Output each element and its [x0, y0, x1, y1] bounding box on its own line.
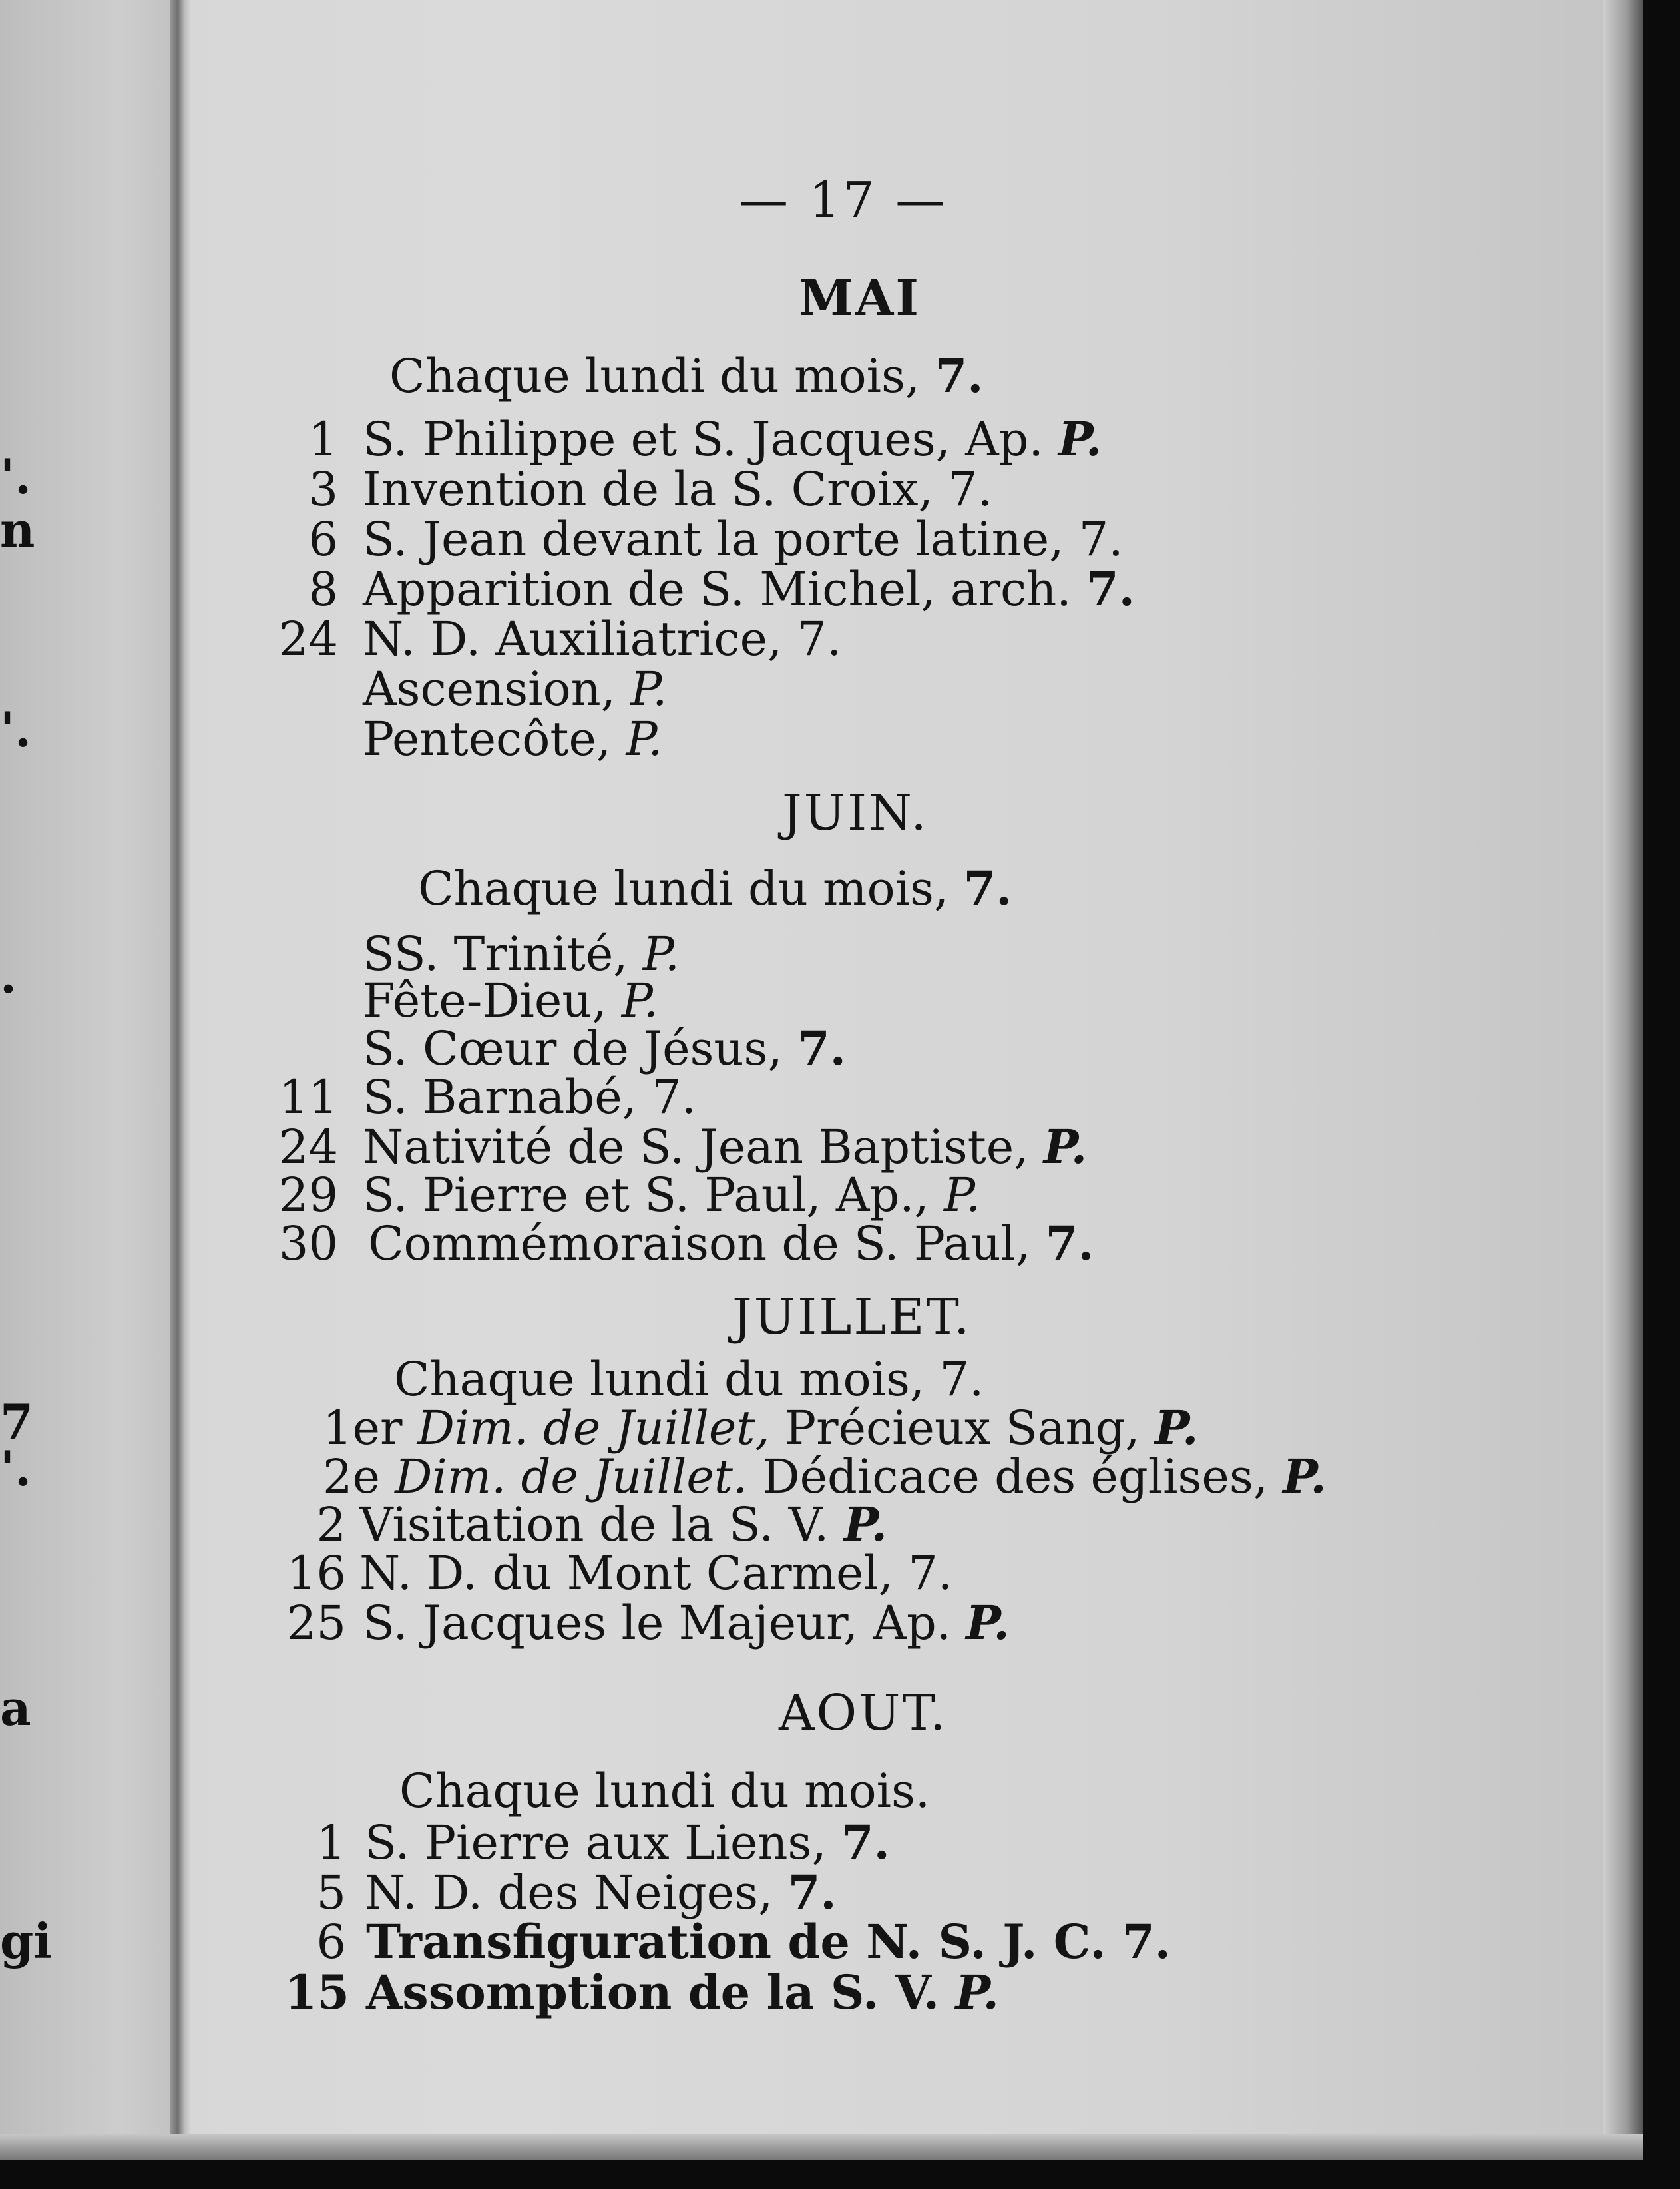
- feast-entry: [363, 1070, 696, 1124]
- feast-text: N. D. Auxiliatrice,: [363, 612, 783, 666]
- rite-mark: P.: [1058, 411, 1102, 467]
- feast-entry: [363, 1595, 1010, 1650]
- intro-line: [418, 861, 1012, 916]
- feast-text: Ascension,: [363, 662, 616, 716]
- feast-text: Nativité de S. Jean Baptiste,: [363, 1120, 1029, 1174]
- day-number: 6: [308, 512, 338, 567]
- rite-mark: P.: [955, 1965, 999, 2020]
- rite-mark: P.: [626, 712, 663, 766]
- day-number: 25: [286, 1596, 346, 1650]
- intro-line: [389, 348, 984, 403]
- feast-entry: [323, 1449, 1327, 1504]
- rite-mark: 7.: [963, 861, 1012, 916]
- feast-text: Visitation de la S. V.: [359, 1497, 829, 1552]
- day-number: 6: [316, 1915, 346, 1969]
- feast-text: SS. Trinité,: [363, 927, 628, 981]
- feast-entry: [363, 1168, 981, 1222]
- intro-text: Chaque lundi du mois,: [394, 1352, 925, 1407]
- day-number: 1: [316, 1816, 346, 1870]
- feast-entry: [363, 973, 659, 1028]
- rite-mark: P.: [944, 1168, 981, 1222]
- rite-mark: P.: [1154, 1400, 1199, 1455]
- feast-text: S. Barnabé,: [363, 1070, 637, 1124]
- margin-fragment: '.: [0, 1440, 32, 1497]
- feast-entry: [366, 1965, 999, 2020]
- rite-mark: 7.: [652, 1070, 696, 1124]
- feast-text: S. Philippe et S. Jacques, Ap.: [363, 412, 1044, 467]
- feast-entry: [359, 1497, 887, 1552]
- feast-entry: [363, 1119, 1088, 1174]
- day-number: 8: [308, 562, 338, 616]
- feast-text: Précieux Sang,: [784, 1401, 1140, 1455]
- rite-mark: P.: [630, 662, 668, 716]
- feast-text: Commémoraison de S. Paul,: [368, 1216, 1031, 1271]
- feast-entry: [363, 462, 992, 517]
- day-number: 5: [316, 1865, 346, 1920]
- feast-entry: [365, 1865, 837, 1920]
- feast-text: S. Pierre aux Liens,: [365, 1816, 827, 1870]
- rite-mark: P.: [621, 973, 659, 1028]
- month-heading: JUILLET.: [732, 1288, 972, 1345]
- feast-entry: [363, 512, 1124, 567]
- margin-fragment: 7: [0, 1393, 34, 1450]
- rite-mark: 7.: [1122, 1914, 1171, 1969]
- day-number: 3: [308, 462, 338, 517]
- rite-mark: P.: [966, 1595, 1010, 1650]
- intro-text: Chaque lundi du mois,: [418, 861, 949, 916]
- feast-entry: [363, 712, 663, 766]
- intro-text: Chaque lundi du mois.: [399, 1764, 931, 1818]
- rite-mark: 7.: [908, 1546, 953, 1600]
- feast-text: Apparition de S. Michel, arch.: [363, 562, 1072, 616]
- day-number: 30: [278, 1216, 338, 1271]
- intro-text: Chaque lundi du mois,: [389, 349, 921, 403]
- month-heading: AOUT.: [779, 1684, 948, 1742]
- page-number: — 17 —: [739, 172, 948, 229]
- feast-text: Invention de la S. Croix,: [363, 462, 933, 517]
- feast-entry: [363, 612, 842, 666]
- rite-mark: 7.: [935, 348, 984, 403]
- month-heading: JUIN.: [782, 784, 929, 842]
- day-number: 15: [284, 1965, 349, 2020]
- feast-entry: [363, 662, 668, 716]
- feast-entry: [363, 411, 1102, 467]
- feast-entry: [365, 1815, 890, 1870]
- margin-fragment: n: [0, 501, 35, 558]
- month-heading: MAI: [799, 270, 921, 327]
- margin-fragment: gi: [0, 1913, 52, 1969]
- feast-entry: [363, 561, 1135, 616]
- feast-text: S. Jean devant la porte latine,: [363, 512, 1064, 567]
- feast-text: S. Cœur de Jésus,: [363, 1021, 783, 1076]
- day-number: 16: [286, 1546, 346, 1600]
- feast-text: N. D. des Neiges,: [365, 1865, 773, 1920]
- book-spine: [170, 0, 190, 2160]
- rite-mark: 7.: [797, 612, 842, 666]
- margin-fragment: a: [0, 1680, 31, 1736]
- day-number: 2: [316, 1497, 346, 1552]
- margin-fragment: '.: [0, 448, 32, 505]
- feast-text: Assomption de la S. V.: [366, 1965, 940, 2020]
- feast-text: Dédicace des églises,: [762, 1449, 1269, 1504]
- feast-text: S. Pierre et S. Paul, Ap.,: [363, 1168, 929, 1222]
- feast-text: Fête-Dieu,: [363, 973, 607, 1028]
- feast-entry: [363, 927, 680, 981]
- feast-entry: [323, 1400, 1199, 1455]
- day-number: 11: [278, 1070, 338, 1124]
- feast-text: N. D. du Mont Carmel,: [359, 1546, 894, 1600]
- feast-text: S. Jacques le Majeur, Ap.: [363, 1596, 952, 1650]
- day-number: 2e: [323, 1449, 380, 1504]
- feast-entry: [368, 1216, 1094, 1271]
- rite-mark: P.: [843, 1497, 887, 1552]
- rite-mark: 7.: [1086, 561, 1135, 616]
- rite-mark: 7.: [939, 1352, 984, 1407]
- sunday-label: Dim. de Juillet.: [395, 1449, 748, 1504]
- margin-fragment: .: [0, 947, 17, 1004]
- page-right-edge: [1603, 0, 1643, 2160]
- intro-line: [399, 1764, 931, 1818]
- feast-entry: [366, 1914, 1171, 1969]
- feast-text: Pentecôte,: [363, 712, 612, 766]
- page-bottom-edge: [0, 2134, 1643, 2160]
- rite-mark: P.: [1043, 1119, 1088, 1174]
- facing-page-edge: [0, 0, 174, 2160]
- feast-text: Transfiguration de N. S. J. C.: [366, 1914, 1106, 1969]
- day-number: 1: [308, 412, 338, 467]
- rite-mark: P.: [1283, 1449, 1327, 1504]
- day-number: 24: [278, 1120, 338, 1174]
- rite-mark: 7.: [948, 462, 992, 517]
- intro-line: [394, 1352, 984, 1407]
- day-number: 29: [278, 1168, 338, 1222]
- rite-mark: 7.: [797, 1021, 847, 1076]
- feast-entry: [359, 1546, 953, 1600]
- rite-mark: 7.: [787, 1865, 837, 1920]
- sunday-label: Dim. de Juillet,: [417, 1401, 770, 1455]
- rite-mark: 7.: [841, 1815, 890, 1870]
- rite-mark: 7.: [1045, 1216, 1094, 1271]
- rite-mark: P.: [642, 927, 680, 981]
- margin-fragment: '.: [0, 701, 32, 758]
- day-number: 24: [278, 612, 338, 666]
- day-number: 1er: [323, 1401, 403, 1455]
- feast-entry: [363, 1021, 847, 1076]
- rite-mark: 7.: [1078, 512, 1124, 567]
